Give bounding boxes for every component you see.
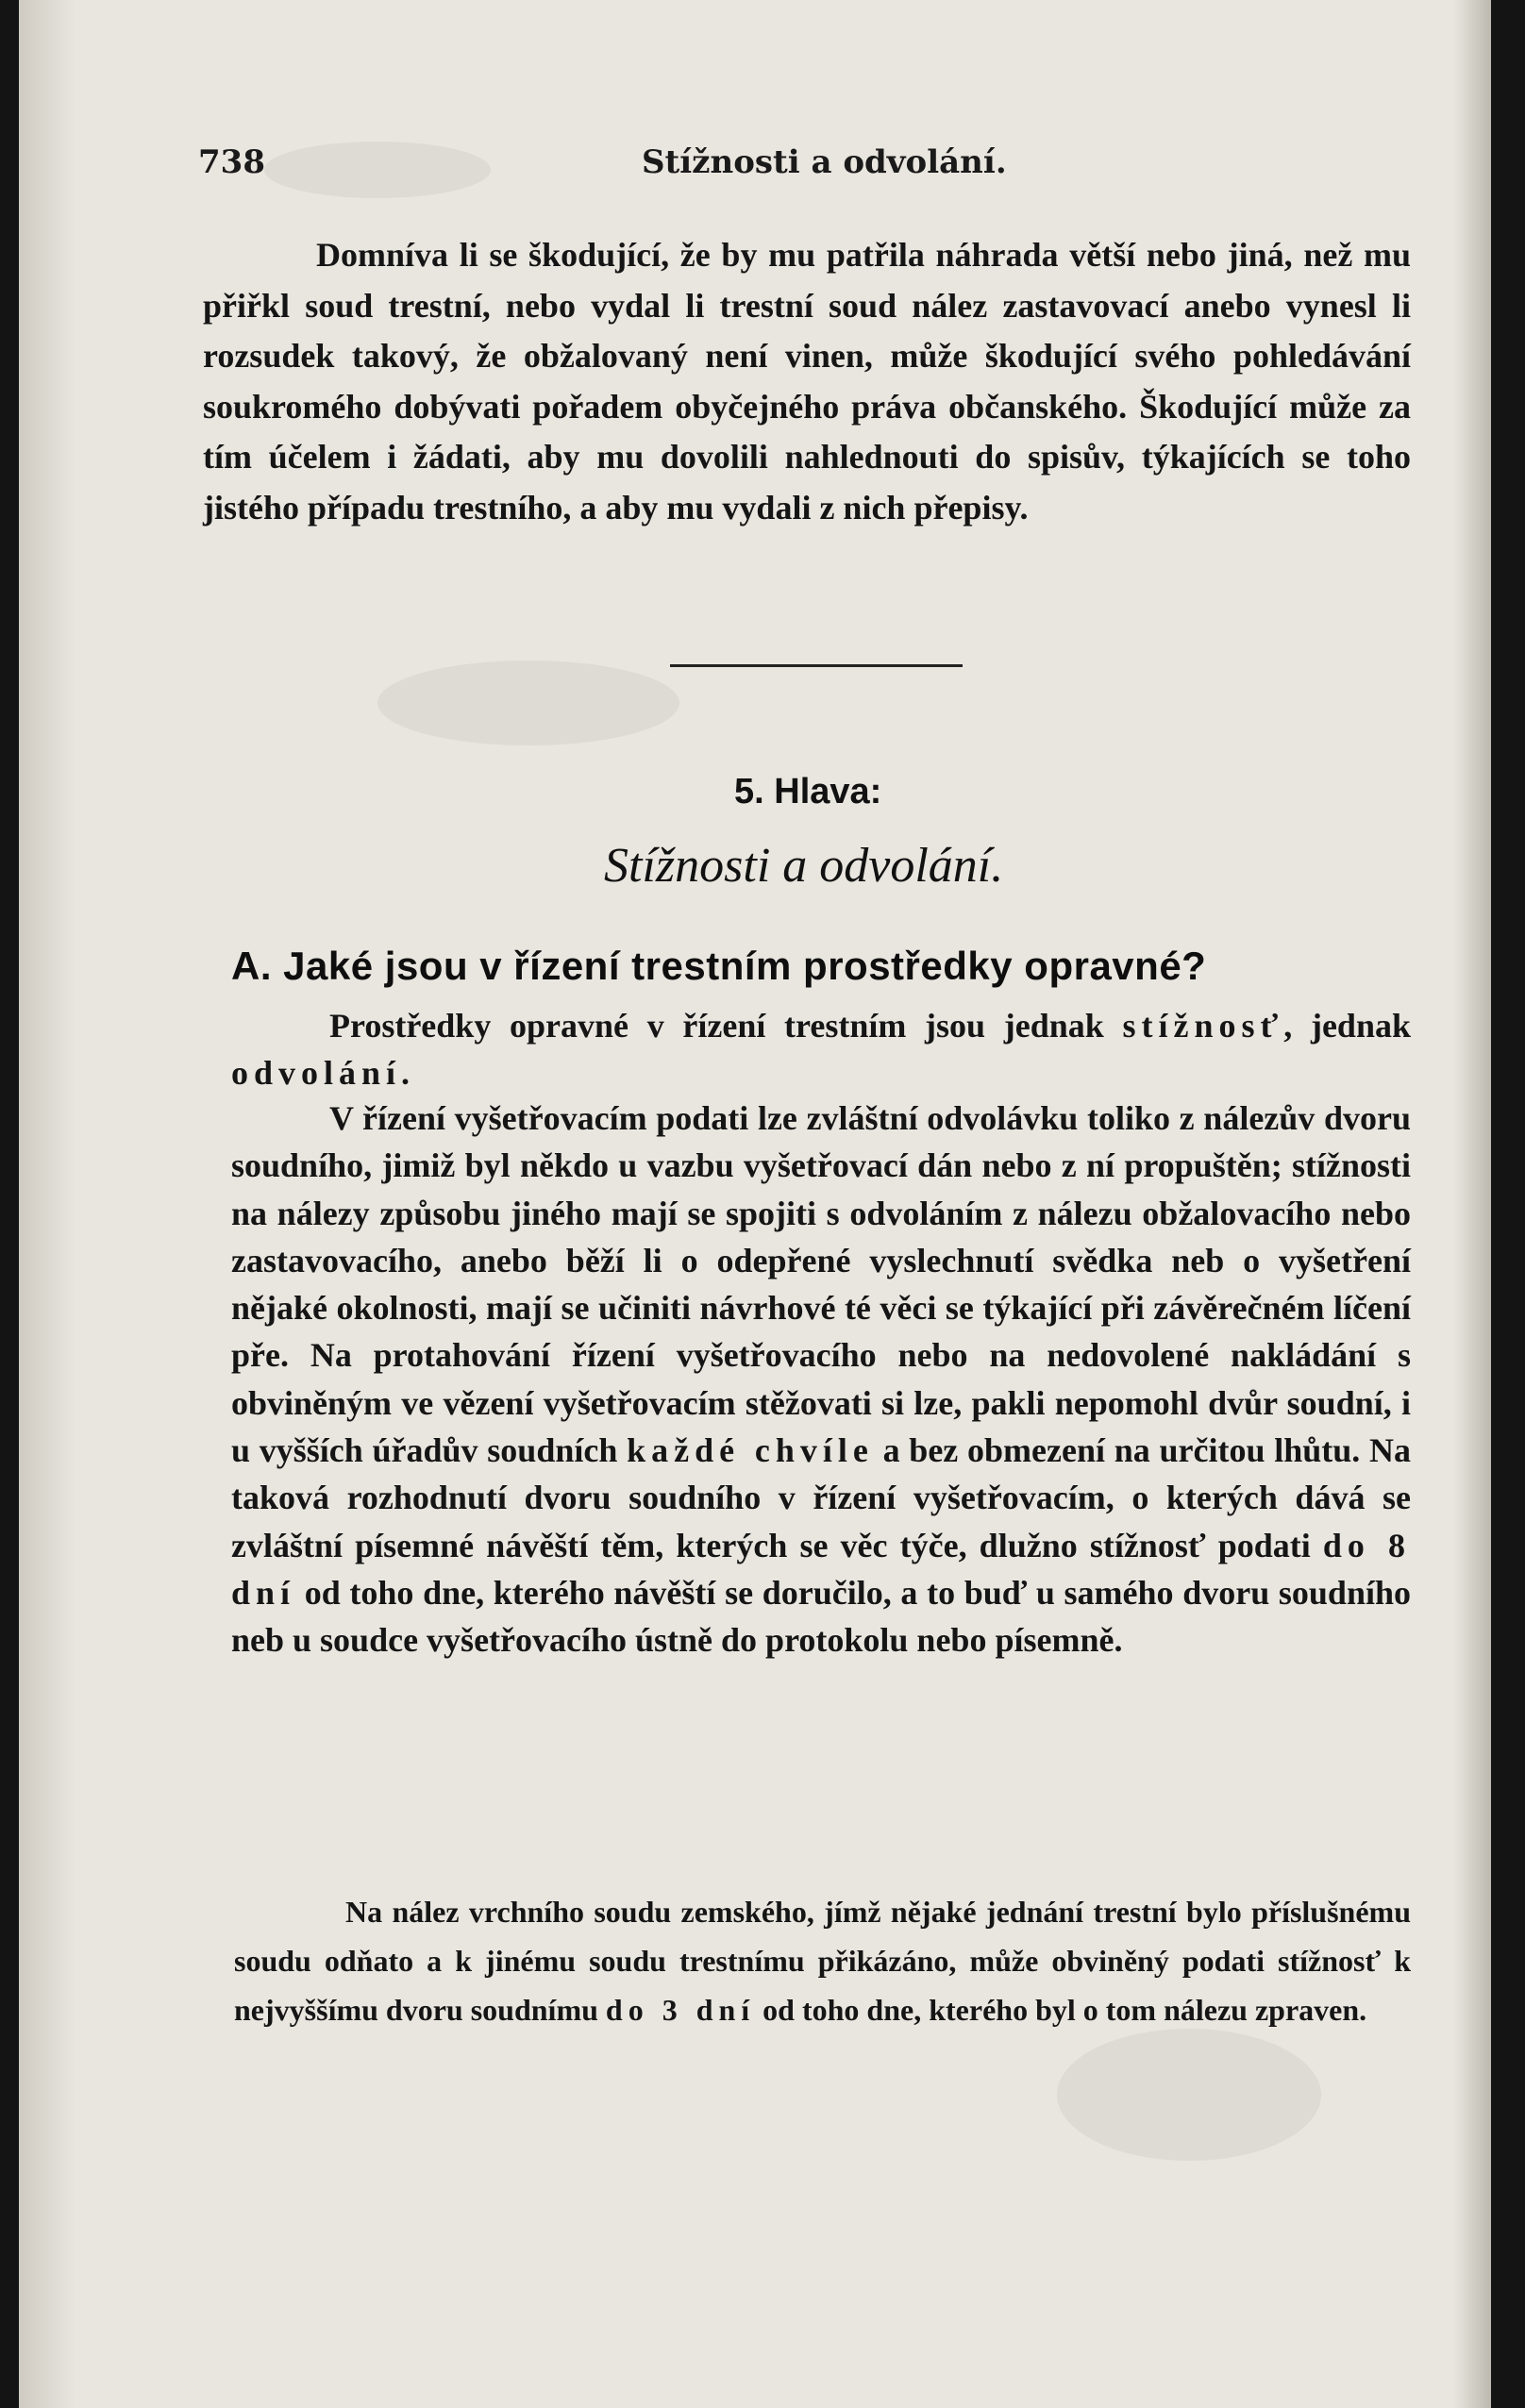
text-run: Prostředky opravné v řízení trestním jsou jednak bbox=[329, 1007, 1123, 1045]
text-run: od toho dne, kterého byl o tom nálezu zpraven. bbox=[755, 1993, 1367, 2027]
paragraph-remedies bbox=[231, 1002, 1411, 1096]
print-smudge bbox=[1057, 2029, 1321, 2161]
text-run: , jednak bbox=[1283, 1007, 1411, 1045]
paragraph-text bbox=[234, 1887, 1411, 2034]
paragraph-text bbox=[231, 1002, 1411, 1096]
text-run: Na nález vrchního soudu zemského, jímž nějaké jednání trestní bylo příslušnému soudu odňato a k jinému soudu trestnímu přikázáno, může obviněný podati stížnosť k nejvyššímu dvoru soudnímu bbox=[234, 1895, 1411, 2027]
text-run: V řízení vyšetřovacím podati lze zvláštní odvolávku toliko z nálezův dvoru soudního, jimiž byl někdo u vazbu vyšetřovací dán nebo z ní propuštěn; stížnosti na nálezy způsobu jiného mají se spojiti s odvoláním z nálezu obžalovacího nebo zastavovacího, anebo běží li o odepřené vyslechnutí svědka neb o vyšetření nějaké okolnosti, mají se učiniti návrhové té věci se týkající při závěrečném líčení pře. Na protahování řízení vyšetřovacího nebo na nedovolené nakládání s obviněným ve vězení vyšetřovacím stěžovati si lze, pakli nepomohl dvůr soudní, i u vyšších úřadův soudních bbox=[231, 1099, 1411, 1470]
paragraph-text bbox=[231, 1095, 1411, 1664]
text-run: od toho dne, kterého návěští se doručilo, a to buď u samého dvoru soudního neb u soudce vyšetřovacího ústně do protokolu nebo písemně. bbox=[231, 1573, 1411, 1660]
chapter-title: Stížnosti a odvolání. bbox=[604, 839, 1004, 893]
section-heading: A. Jaké jsou v řízení trestním prostředky opravné? bbox=[231, 944, 1207, 988]
paragraph-damages bbox=[203, 230, 1411, 533]
section-divider bbox=[670, 664, 963, 667]
term-odvolani: odvolání bbox=[231, 1054, 402, 1092]
text-run: a bez obmezení na určitou lhůtu. Na taková rozhodnutí dvoru soudního v řízení vyšetřovacím, o kterých dává se zvláštní písemné návěští těm, kterých se věc týče, dlužno stížnosť podati bbox=[231, 1431, 1411, 1564]
page-number: 738 bbox=[198, 143, 265, 181]
running-head: Stížnosti a odvolání. bbox=[642, 143, 1007, 181]
chapter-heading: 5. Hlava: bbox=[734, 772, 882, 811]
term-do-8-dni: do 8 dní bbox=[231, 1526, 1411, 1612]
term-kazde-chvile: každé chvíle bbox=[627, 1431, 874, 1470]
paragraph-supreme-court bbox=[234, 1887, 1411, 2034]
print-smudge bbox=[377, 661, 679, 745]
paragraph-investigation bbox=[231, 1095, 1411, 1664]
page-edge-shadow bbox=[19, 0, 75, 2408]
term-do-3-dni: do 3 dní bbox=[605, 1993, 756, 2027]
page-header bbox=[198, 143, 1425, 185]
term-stiznost: stížnosť bbox=[1122, 1007, 1284, 1045]
page-gutter-shadow bbox=[1453, 0, 1491, 2408]
paragraph-text: Domníva li se škodující, že by mu patřila náhrada větší nebo jiná, než mu přiřkl soud trestní, nebo vydal li trestní soud nález zastavovací anebo vynesl li rozsudek takový, že obžalovaný není vinen, může škodující svého pohledávání soukromého dobývati pořadem obyčejného práva občanského. Škodující může za tím účelem i žádati, aby mu dovolili nahlednouti do spisův, týkajících se toho jistého případu trestního, a aby mu vydali z nich přepisy. bbox=[203, 236, 1411, 527]
text-run: . bbox=[401, 1054, 411, 1092]
book-page bbox=[19, 0, 1491, 2408]
